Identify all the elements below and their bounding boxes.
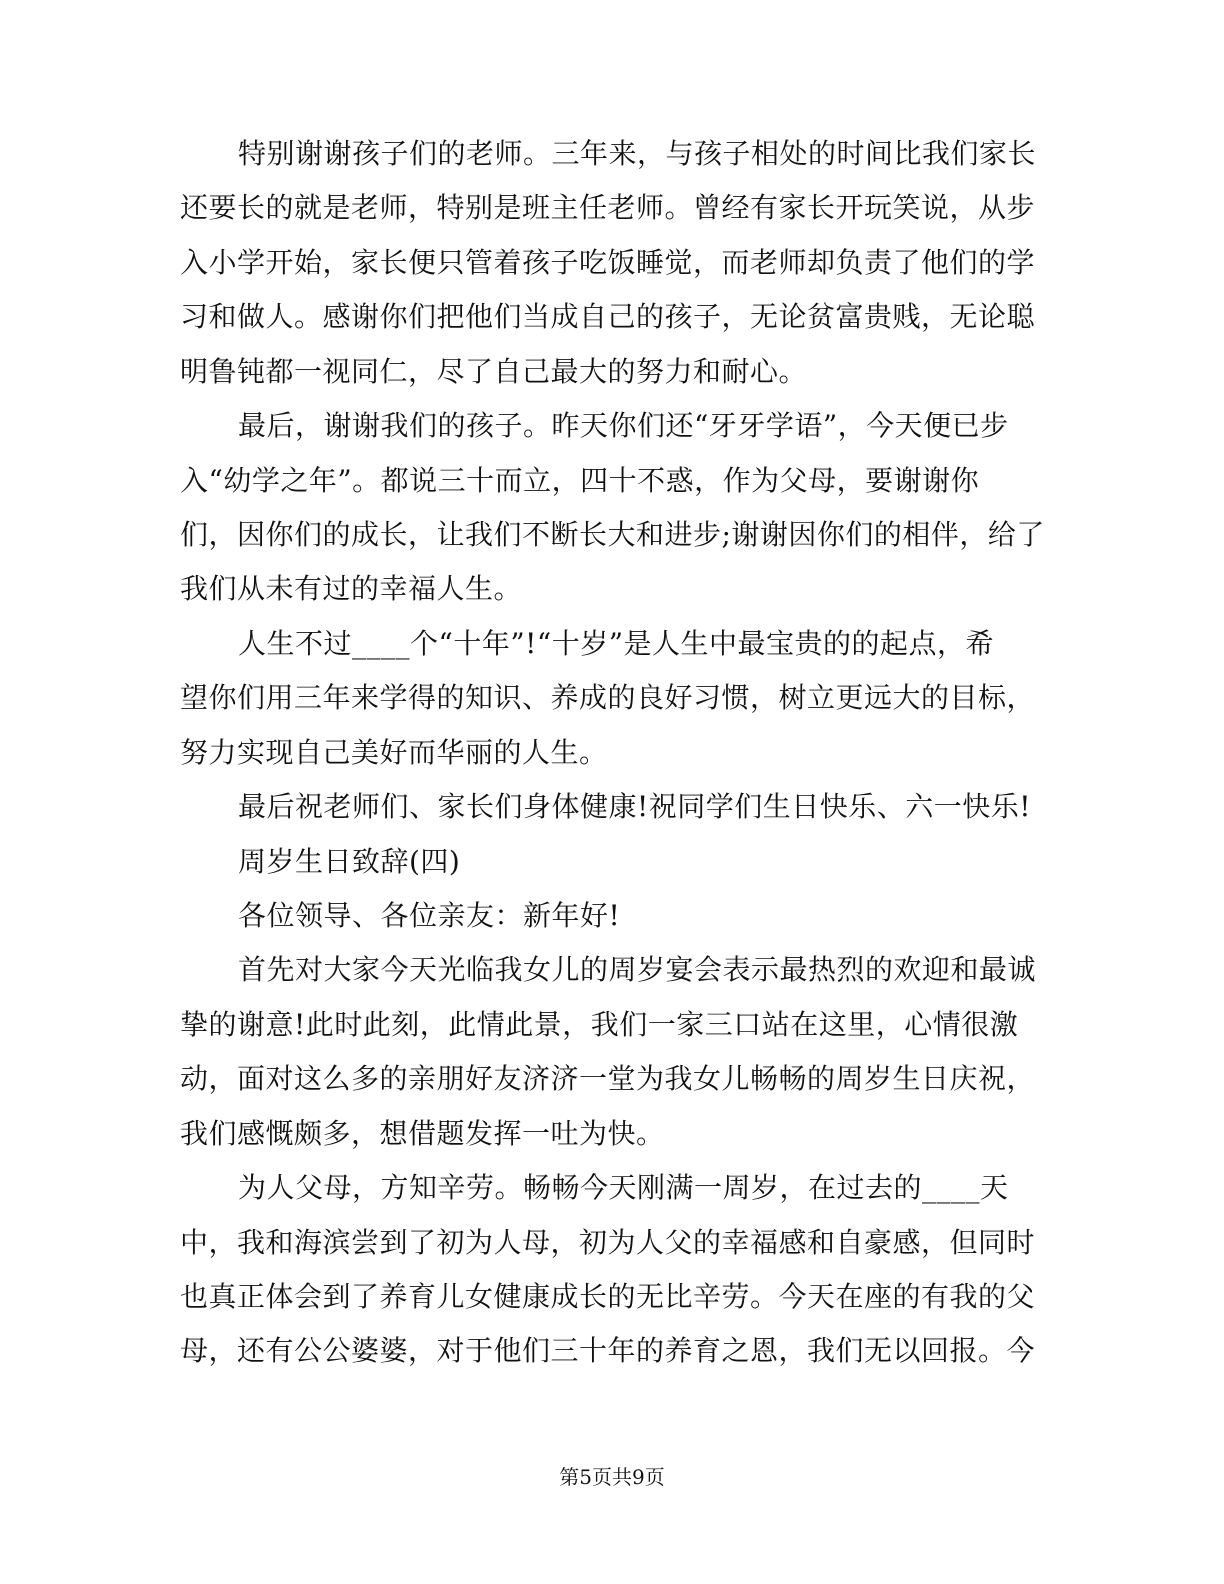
paragraph-line: 入“幼学之年”。都说三十而立，四十不惑，作为父母，要谢谢你: [180, 464, 980, 497]
salutation: 各位领导、各位亲友：新年好!: [238, 899, 621, 932]
paragraph-line: 入小学开始，家长便只管着孩子吃饭睡觉，而老师却负责了他们的学: [180, 246, 1036, 279]
paragraph-line: 人生不过____个“十年”!“十岁”是人生中最宝贵的的起点，希: [238, 627, 995, 660]
paragraph-line: 我们感慨颇多，想借题发挥一吐为快。: [180, 1117, 665, 1150]
paragraph-line: 挚的谢意!此时此刻，此情此景，我们一家三口站在这里，心情很激: [180, 1008, 1019, 1041]
paragraph-line: 明鲁钝都一视同仁，尽了自己最大的努力和耐心。: [180, 355, 808, 388]
paragraph-line: 最后祝老师们、家长们身体健康!祝同学们生日快乐、六一快乐!: [238, 790, 1032, 823]
page-number: 第5页共9页: [559, 1465, 665, 1489]
paragraph-line: 也真正体会到了养育儿女健康成长的无比辛劳。今天在座的有我的父: [180, 1280, 1036, 1313]
paragraph-line: 还要长的就是老师，特别是班主任老师。曾经有家长开玩笑说，从步: [180, 191, 1036, 224]
paragraph-line: 努力实现自己美好而华丽的人生。: [180, 736, 608, 769]
paragraph-line: 习和做人。感谢你们把他们当成自己的孩子，无论贫富贵贱，无论聪: [180, 300, 1036, 333]
paragraph-line: 我们从未有过的幸福人生。: [180, 572, 523, 605]
paragraph-line: 母，还有公公婆婆，对于他们三十年的养育之恩，我们无以回报。今: [180, 1334, 1036, 1367]
section-heading: 周岁生日致辞(四): [238, 845, 461, 878]
paragraph-line: 最后，谢谢我们的孩子。昨天你们还“牙牙学语”，今天便已步: [238, 409, 1009, 442]
paragraph-line: 特别谢谢孩子们的老师。三年来，与孩子相处的时间比我们家长: [238, 137, 1037, 170]
paragraph-line: 中，我和海滨尝到了初为人母，初为人父的幸福感和自豪感，但同时: [180, 1226, 1036, 1259]
paragraph-line: 首先对大家今天光临我女儿的周岁宴会表示最热烈的欢迎和最诚: [238, 953, 1037, 986]
paragraph-line: 动，面对这么多的亲朋好友济济一堂为我女儿畅畅的周岁生日庆祝，: [180, 1062, 1036, 1095]
paragraph-line: 望你们用三年来学得的知识、养成的良好习惯，树立更远大的目标，: [180, 681, 1036, 714]
paragraph-line: 们，因你们的成长，让我们不断长大和进步;谢谢因你们的相伴，给了: [180, 518, 1045, 551]
paragraph-line: 为人父母，方知辛劳。畅畅今天刚满一周岁，在过去的____天: [238, 1171, 1009, 1204]
